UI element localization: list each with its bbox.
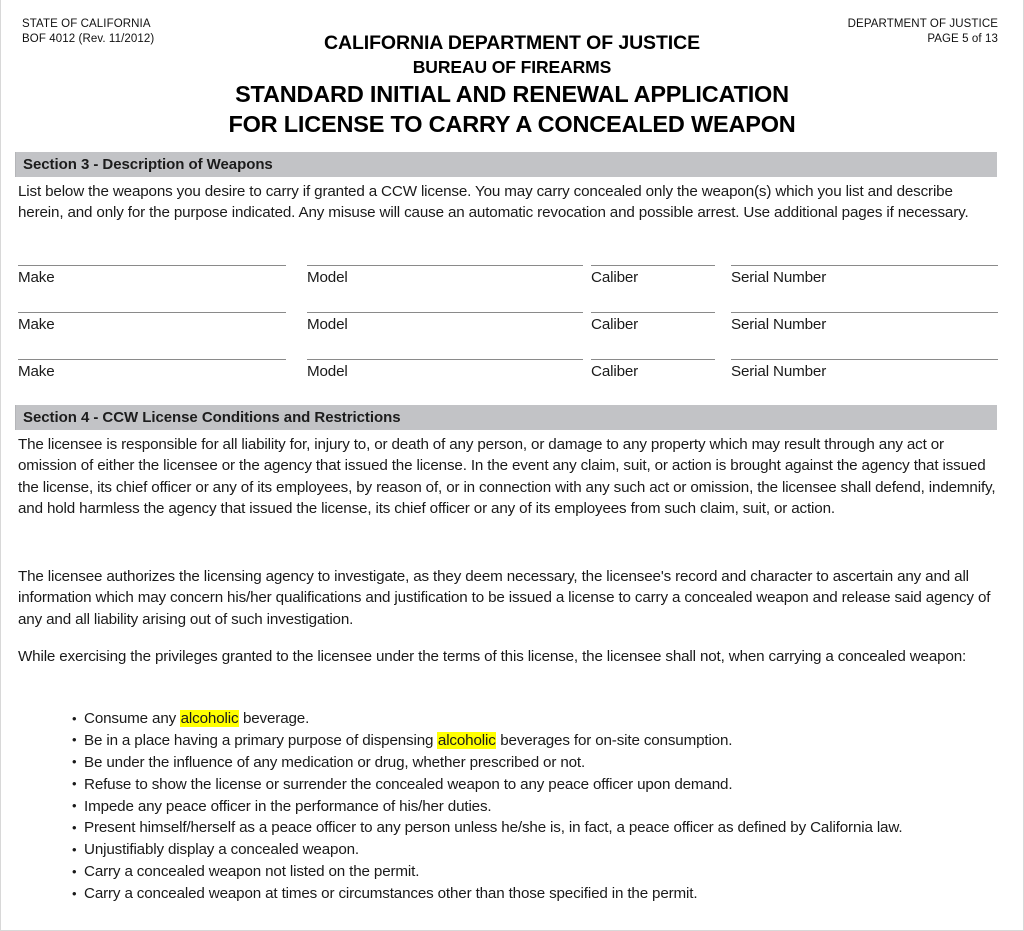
restriction-bullet-item — [18, 752, 998, 773]
bullet-marker-icon: • — [72, 798, 77, 814]
bullet-text: Carry a concealed weapon at times or circumstances other than those specified in the permit. — [84, 885, 698, 903]
restriction-bullet-item — [18, 774, 998, 795]
model-field[interactable] — [307, 312, 583, 338]
restriction-bullet-item — [18, 861, 998, 882]
caliber-field[interactable] — [591, 265, 715, 291]
make-field[interactable] — [18, 312, 286, 338]
make-label: Make — [18, 316, 55, 333]
weapon-entry-row — [18, 312, 998, 359]
bullet-marker-icon: • — [72, 776, 77, 792]
bullet-text: Carry a concealed weapon not listed on the permit. — [84, 863, 420, 881]
bullet-marker-icon: • — [72, 754, 77, 770]
section-3-intro-paragraph: List below the weapons you desire to carry if granted a CCW license. You may carry concealed only the weapon(s) which you list and describe herein, and only for the purpose indicated. Any misuse will cause an automatic revocation and possible arrest. Use additional pages if necessary. — [18, 183, 969, 222]
highlighted-term: alcoholic — [180, 710, 239, 727]
restrictions-bullet-list — [18, 708, 998, 905]
highlighted-term: alcoholic — [437, 731, 496, 749]
restriction-bullet-item — [18, 839, 998, 860]
page-number-label: PAGE 5 of 13 — [927, 32, 998, 45]
restriction-bullet-item — [18, 708, 998, 729]
bullet-text: Consume any — [84, 710, 181, 727]
title-line-bureau: BUREAU OF FIREARMS — [412, 57, 612, 77]
section-3-header-bar — [15, 152, 997, 177]
model-label: Model — [307, 363, 348, 380]
model-field[interactable] — [307, 359, 583, 385]
section-4-title: Section 4 - CCW License Conditions and Restrictions — [23, 409, 401, 426]
weapon-entry-row — [18, 265, 998, 312]
bullet-text: Unjustifiably display a concealed weapon. — [84, 841, 359, 859]
bullet-marker-icon: • — [72, 710, 77, 726]
section-4-paragraph-authorization: The licensee authorizes the licensing agency to investigate, as they deem necessary, the licensee's record and character to ascertain any and all information which may concern his/her qualifications and justification to be issued a license to carry a concealed weapon and release said agency of any and all liability arising out of such investigation. — [18, 568, 991, 628]
make-label: Make — [18, 269, 55, 286]
serial-number-label: Serial Number — [731, 269, 827, 286]
form-number-label: BOF 4012 (Rev. 11/2012) — [22, 32, 155, 45]
bullet-marker-icon: • — [72, 841, 77, 857]
caliber-field[interactable] — [591, 359, 715, 385]
section-4-header-bar — [15, 405, 997, 430]
title-line-license: FOR LICENSE TO CARRY A CONCEALED WEAPON — [228, 111, 796, 137]
make-label: Make — [18, 363, 55, 380]
serial-number-field[interactable] — [731, 359, 998, 385]
bullet-marker-icon: • — [72, 819, 77, 835]
state-label: STATE OF CALIFORNIA — [22, 18, 151, 30]
caliber-label: Caliber — [591, 269, 639, 286]
weapon-entry-row — [18, 359, 998, 406]
serial-number-label: Serial Number — [731, 363, 827, 380]
bullet-text: beverage. — [238, 710, 310, 727]
department-label: DEPARTMENT OF JUSTICE — [847, 18, 998, 30]
bullet-text: Refuse to show the license or surrender the concealed weapon to any peace officer upon demand. — [84, 775, 733, 793]
restriction-bullet-item — [18, 730, 998, 751]
caliber-label: Caliber — [591, 316, 639, 333]
restriction-bullet-item — [18, 796, 998, 817]
caliber-label: Caliber — [591, 363, 639, 380]
model-label: Model — [307, 269, 348, 286]
make-field[interactable] — [18, 265, 286, 291]
document-title — [1, 31, 1023, 139]
bullet-marker-icon: • — [72, 863, 77, 879]
bullet-text: Present himself/herself as a peace officer to any person unless he/she is, in fact, a peace officer as defined by California law. — [84, 819, 903, 837]
section-3-title: Section 3 - Description of Weapons — [23, 156, 273, 173]
bullet-text: Be in a place having a primary purpose of dispensing — [84, 731, 438, 749]
section-4-paragraph-restrictions-intro: While exercising the privileges granted to the licensee under the terms of this license, the licensee shall not, when carrying a concealed weapon: — [18, 648, 967, 665]
bullet-text: Be under the influence of any medication or drug, whether prescribed or not. — [84, 753, 586, 771]
make-field[interactable] — [18, 359, 286, 385]
caliber-field[interactable] — [591, 312, 715, 338]
restriction-bullet-item — [18, 817, 998, 838]
model-label: Model — [307, 316, 348, 333]
serial-number-label: Serial Number — [731, 316, 827, 333]
bullet-text: beverages for on-site consumption. — [496, 731, 733, 749]
section-4-paragraph-liability: The licensee is responsible for all liability for, injury to, or death of any person, or damage to any property which may result through any act or omission of either the licensee or the agency that issued the license. In the event any claim, suit, or action is brought against the agency that issued the license, its chief officer or any of its employees, by reason of, or in connection with any such act or omission, the licensee shall defend, indemnify, and hold harmless the agency that issued the license, its chief officer or any of its employees from such claim, suit, or action. — [18, 436, 996, 517]
serial-number-field[interactable] — [731, 312, 998, 338]
title-line-application: STANDARD INITIAL AND RENEWAL APPLICATION — [235, 81, 789, 107]
serial-number-field[interactable] — [731, 265, 998, 291]
model-field[interactable] — [307, 265, 583, 291]
bullet-text: Impede any peace officer in the performance of his/her duties. — [84, 797, 492, 815]
bullet-marker-icon: • — [72, 732, 77, 748]
bullet-marker-icon: • — [72, 885, 77, 901]
title-line-department: CALIFORNIA DEPARTMENT OF JUSTICE — [324, 32, 700, 54]
restriction-bullet-item — [18, 883, 998, 904]
